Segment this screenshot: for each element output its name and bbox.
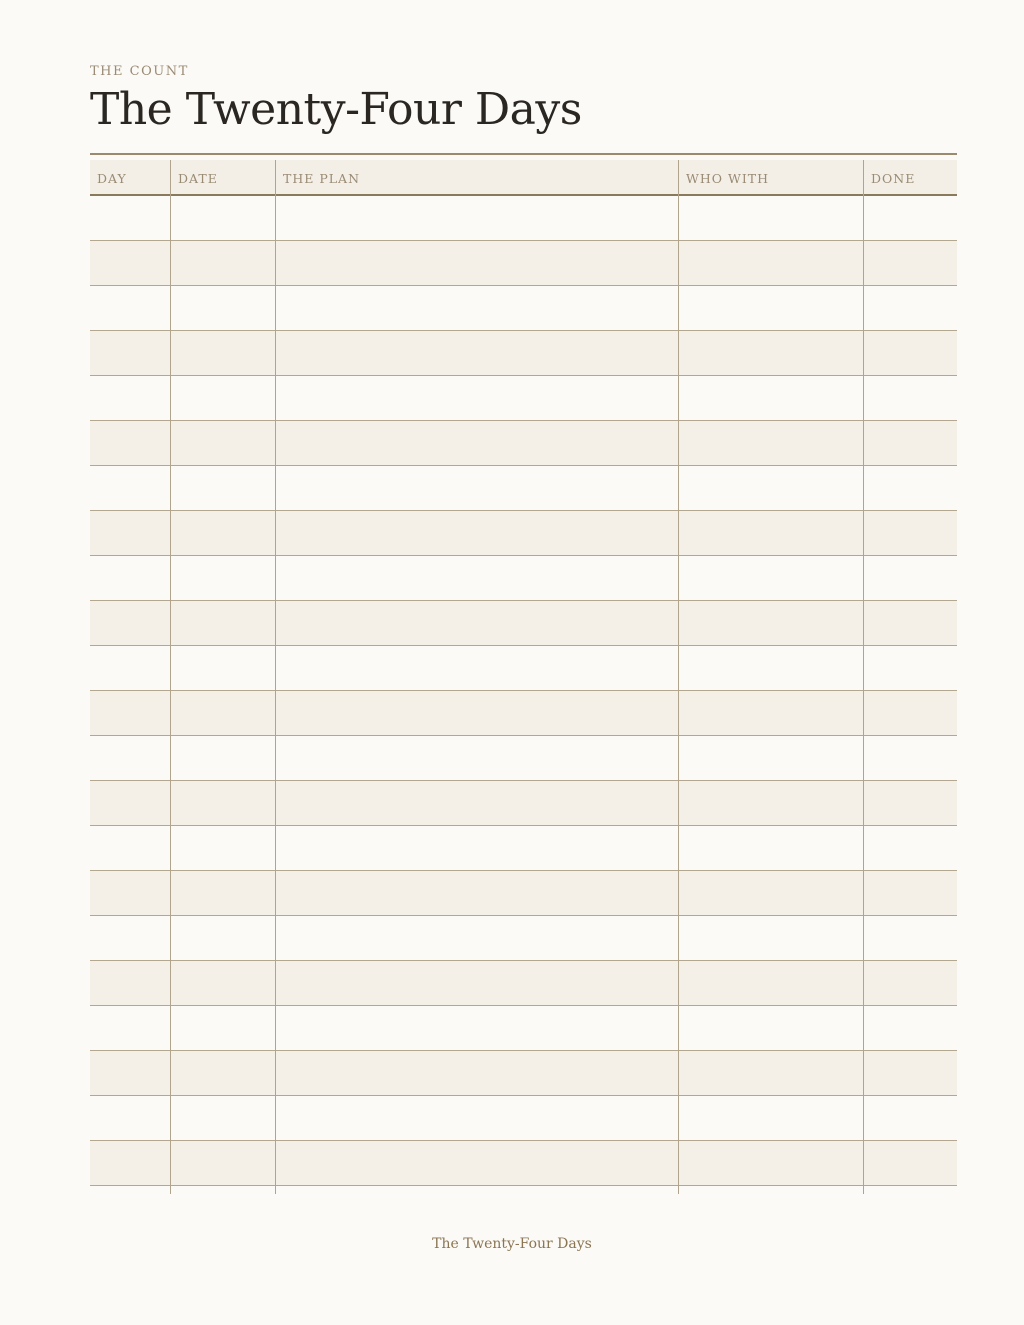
column-header-plan: THE PLAN <box>275 160 678 194</box>
table-row[interactable] <box>90 196 957 241</box>
column-divider-who-done <box>863 160 864 1194</box>
column-header-date: DATE <box>170 160 275 194</box>
table-row[interactable] <box>90 601 957 646</box>
table-row[interactable] <box>90 691 957 736</box>
table-row[interactable] <box>90 916 957 961</box>
table-row[interactable] <box>90 376 957 421</box>
column-header-who-with: WHO WITH <box>678 160 863 194</box>
table-row[interactable] <box>90 331 957 376</box>
column-header-day: DAY <box>97 171 127 186</box>
table-row[interactable] <box>90 421 957 466</box>
table-row[interactable] <box>90 826 957 871</box>
table-row[interactable] <box>90 961 957 1006</box>
title-divider <box>90 153 957 155</box>
table-row[interactable] <box>90 1096 957 1141</box>
table-row[interactable] <box>90 1051 957 1096</box>
table-row[interactable] <box>90 871 957 916</box>
planner-table <box>90 160 957 1186</box>
column-divider-plan-who <box>678 160 679 1194</box>
column-divider-day-date <box>170 160 171 1194</box>
table-row[interactable] <box>90 466 957 511</box>
page-footer: The Twenty-Four Days <box>432 1236 592 1252</box>
column-header-done: DONE <box>863 160 957 194</box>
table-row[interactable] <box>90 736 957 781</box>
table-body <box>90 196 957 1186</box>
table-row[interactable] <box>90 1141 957 1186</box>
table-row[interactable] <box>90 1006 957 1051</box>
table-row[interactable] <box>90 781 957 826</box>
table-row[interactable] <box>90 286 957 331</box>
page-title: The Twenty-Four Days <box>90 84 582 135</box>
column-divider-date-plan <box>275 160 276 1194</box>
page-eyebrow: THE COUNT <box>90 64 189 79</box>
table-row[interactable] <box>90 646 957 691</box>
table-row[interactable] <box>90 556 957 601</box>
table-row[interactable] <box>90 241 957 286</box>
table-header <box>90 160 957 196</box>
table-row[interactable] <box>90 511 957 556</box>
